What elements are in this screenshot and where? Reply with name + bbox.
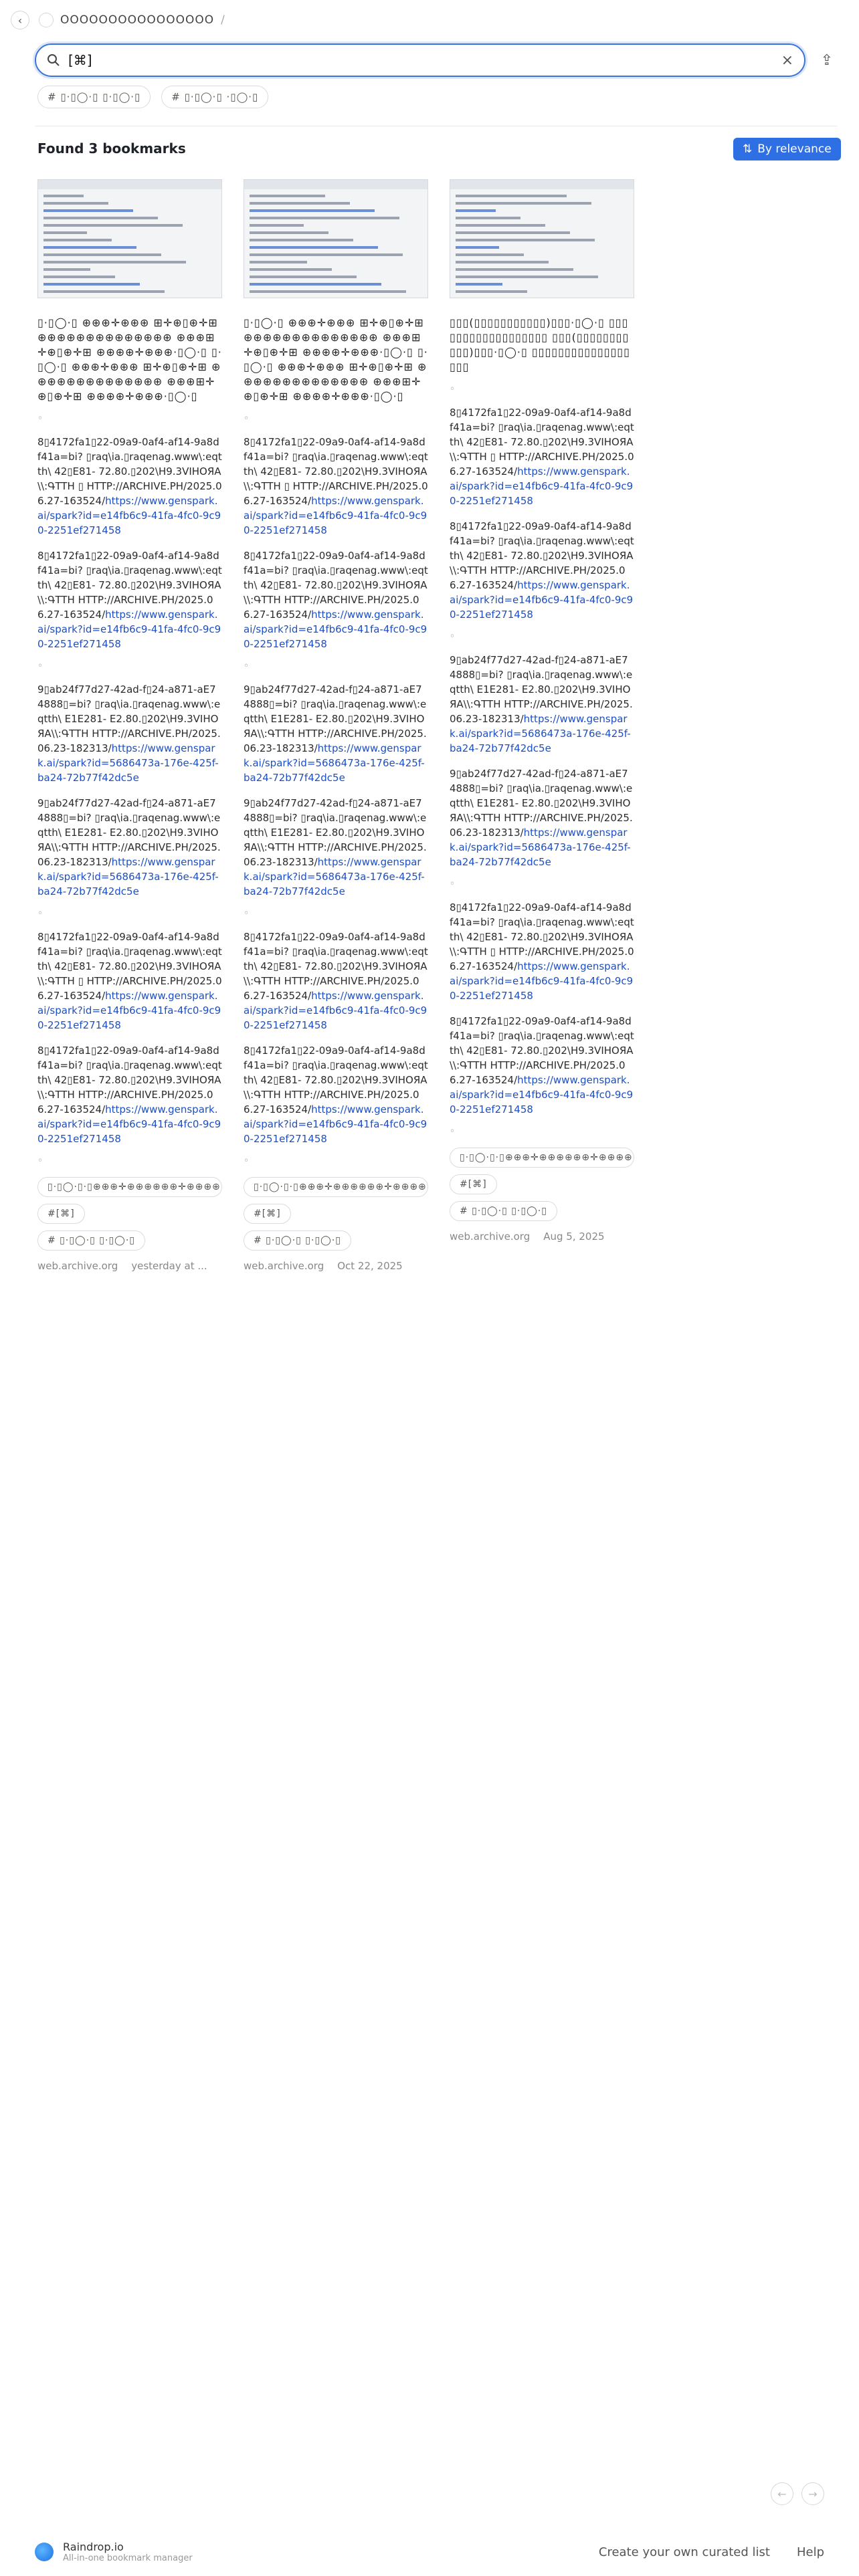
excerpt-link[interactable]: https://www.genspark.ai/spark?id=e14fb6c9-41fa-4fc0-9c90-2251ef271458 bbox=[450, 579, 634, 621]
excerpt-text: 8▯4172fa1▯22-09a9-0af4-af14-9a8df41a=bi? ▯raq\ia.▯raqenag.www\:eqtth\ 42▯E81- 72.80.▯202\H9.3VIHOЯA\\:ԳTTH HTTP://ARCHIVE.PH/2025.06.27-163524/ bbox=[450, 1015, 634, 1086]
excerpt-link[interactable]: https://www.genspark.ai/spark?id=e14fb6c9-41fa-4fc0-9c90-2251ef271458 bbox=[450, 1074, 634, 1115]
breadcrumb bbox=[39, 13, 225, 27]
share-icon[interactable]: ⇪ bbox=[820, 51, 834, 69]
footer-brand[interactable] bbox=[63, 2541, 193, 2563]
excerpt-link[interactable]: https://www.genspark.ai/spark?id=e14fb6c9-41fa-4fc0-9c90-2251ef271458 bbox=[37, 495, 221, 536]
separator-dot: ◦ bbox=[450, 1126, 456, 1137]
excerpt-text: 8▯4172fa1▯22-09a9-0af4-af14-9a8df41a=bi? ▯raq\ia.▯raqenag.www\:eqtth\ 42▯E81- 72.80.▯202\H9.3VIHOЯA\\:ԳTTH ▯ HTTP://ARCHIVE.PH/2025.06.27-163524/ bbox=[450, 407, 634, 477]
excerpt-link[interactable]: https://www.genspark.ai/spark?id=e14fb6c9-41fa-4fc0-9c90-2251ef271458 bbox=[37, 990, 221, 1031]
collection-icon bbox=[39, 13, 54, 27]
bookmark-title[interactable]: ▯▯▯(▯▯▯▯▯▯▯▯▯▯▯)▯▯▯·▯◯·▯ ▯▯▯▯▯▯▯▯▯▯▯▯▯▯▯▯▯▯ ▯▯▯(▯▯▯▯▯▯▯▯▯▯▯)▯▯▯·▯◯·▯ ▯▯▯▯▯▯▯▯▯▯▯▯▯▯▯▯▯▯ bbox=[450, 316, 630, 373]
sort-label: By relevance bbox=[757, 142, 832, 156]
arrow-right-icon[interactable]: → bbox=[801, 2482, 824, 2505]
excerpt-link[interactable]: https://www.genspark.ai/spark?id=5686473a-176e-425f-ba24-72b77f42dc5e bbox=[450, 713, 631, 754]
excerpt-block bbox=[450, 1014, 634, 1117]
excerpt-text: 8▯4172fa1▯22-09a9-0af4-af14-9a8df41a=bi? ▯raq\ia.▯raqenag.www\:eqtth\ 42▯E81- 72.80.▯202\H9.3VIHOЯA\\:ԳTTH ▯ HTTP://ARCHIVE.PH/2025.06.27-163524/ bbox=[37, 436, 222, 507]
bookmark-meta bbox=[37, 1177, 222, 1272]
bookmark-domain: web.archive.org bbox=[450, 1230, 531, 1243]
separator-dot: ◦ bbox=[450, 879, 456, 889]
back-button[interactable] bbox=[11, 11, 29, 29]
create-list-link[interactable]: Create your own curated list bbox=[598, 2545, 770, 2559]
excerpt-link[interactable]: https://www.genspark.ai/spark?id=5686473a-176e-425f-ba24-72b77f42dc5e bbox=[37, 856, 219, 897]
excerpt-block bbox=[37, 548, 222, 651]
excerpt-block bbox=[37, 1043, 222, 1146]
excerpt-link[interactable]: https://www.genspark.ai/spark?id=5686473a-176e-425f-ba24-72b77f42dc5e bbox=[244, 856, 425, 897]
excerpt-link[interactable]: https://www.genspark.ai/spark?id=e14fb6c9-41fa-4fc0-9c90-2251ef271458 bbox=[37, 609, 221, 650]
separator-dot: ◦ bbox=[244, 413, 250, 424]
tag-chip[interactable]: # ▯·▯◯·▯ ▯·▯◯·▯ bbox=[244, 1230, 351, 1251]
sort-button[interactable] bbox=[733, 138, 841, 160]
excerpt-block bbox=[244, 548, 428, 651]
arrow-left-icon[interactable]: ← bbox=[771, 2482, 793, 2505]
bookmark-date: Oct 22, 2025 bbox=[337, 1260, 403, 1272]
excerpt-text: 8▯4172fa1▯22-09a9-0af4-af14-9a8df41a=bi? ▯raq\ia.▯raqenag.www\:eqtth\ 42▯E81- 72.80.▯202\H9.3VIHOЯA\\:ԳTTH ▯ HTTP://ARCHIVE.PH/2025.06.27-163524/ bbox=[37, 931, 222, 1002]
excerpt-block bbox=[450, 900, 634, 1003]
bookmark-meta bbox=[450, 1148, 634, 1243]
top-bar bbox=[0, 0, 859, 40]
excerpt-text: 8▯4172fa1▯22-09a9-0af4-af14-9a8df41a=bi? ▯raq\ia.▯raqenag.www\:eqtth\ 42▯E81- 72.80.▯202\H9.3VIHOЯA\\:ԳTTH HTTP://ARCHIVE.PH/2025.06.27-163524/ bbox=[244, 931, 428, 1002]
help-link[interactable]: Help bbox=[796, 2545, 824, 2559]
excerpt-block bbox=[37, 682, 222, 785]
separator-dot: ◦ bbox=[37, 661, 43, 671]
excerpt-block bbox=[37, 796, 222, 899]
excerpt-block bbox=[450, 405, 634, 508]
excerpt-block bbox=[244, 1043, 428, 1146]
sort-icon: ⇅ bbox=[743, 142, 753, 156]
excerpt-block bbox=[244, 435, 428, 538]
excerpt-text: 9▯ab24f77d27-42ad-f▯24-a871-aE74888▯=bi? ▯raq\ia.▯raqenag.www\:eqtth\ E1E281- E2.80.▯202\H9.3VIHOЯA\\:ԳTTH HTTP://ARCHIVE.PH/2025.06.23-182313/ bbox=[244, 683, 427, 754]
excerpt-link[interactable]: https://www.genspark.ai/spark?id=5686473a-176e-425f-ba24-72b77f42dc5e bbox=[37, 742, 219, 784]
separator-dot: ◦ bbox=[37, 1156, 43, 1166]
excerpt-block bbox=[450, 653, 634, 756]
tag-chip[interactable]: # ▯·▯◯·▯ ▯·▯◯·▯ bbox=[37, 1230, 145, 1251]
results-count: Found 3 bookmarks bbox=[37, 140, 186, 156]
tag-chip[interactable]: #[⌘] bbox=[37, 1204, 85, 1224]
bookmark-domain: web.archive.org bbox=[244, 1260, 324, 1272]
bookmark-card[interactable] bbox=[37, 179, 222, 1272]
bookmark-thumbnail[interactable] bbox=[244, 179, 428, 298]
excerpt-text: 9▯ab24f77d27-42ad-f▯24-a871-aE74888▯=bi? ▯raq\ia.▯raqenag.www\:eqtth\ E1E281- E2.80.▯202\H9.3VIHOЯA\\:ԳTTH HTTP://ARCHIVE.PH/2025.06.23-182313/ bbox=[37, 797, 221, 868]
bookmark-date: Aug 5, 2025 bbox=[543, 1230, 605, 1243]
excerpt-link[interactable]: https://www.genspark.ai/spark?id=e14fb6c9-41fa-4fc0-9c90-2251ef271458 bbox=[244, 495, 427, 536]
search-field[interactable] bbox=[35, 43, 805, 77]
brand-tagline: All-in-one bookmark manager bbox=[63, 2553, 193, 2563]
collection-title[interactable]: OOOOOOOOOOOOOOOO bbox=[60, 13, 215, 27]
bookmark-title[interactable]: ▯·▯◯·▯ ⊕⊕⊕✛⊕⊕⊕ ⊞✛⊕▯⊕✛⊞ ⊕⊕⊕⊕⊕⊕⊕⊕⊕⊕⊕⊕⊕⊕ ⊕⊕⊕⊞✛⊕▯⊕✛⊞ ⊕⊕⊕⊕✛⊕⊕⊕·▯◯·▯ ▯·▯◯·▯ ⊕⊕⊕✛⊕⊕⊕ ⊞✛⊕▯⊕✛⊞ ⊕⊕⊕⊕⊕⊕⊕⊕⊕⊕⊕⊕⊕⊕ ⊕⊕⊕⊞✛⊕▯⊕✛⊞ ⊕⊕⊕⊕✛⊕⊕⊕·▯◯·▯ bbox=[37, 316, 222, 403]
separator-dot: ◦ bbox=[244, 908, 250, 919]
pager bbox=[771, 2482, 824, 2505]
tag-chip[interactable]: #[⌘] bbox=[450, 1174, 497, 1194]
excerpt-text: 8▯4172fa1▯22-09a9-0af4-af14-9a8df41a=bi? ▯raq\ia.▯raqenag.www\:eqtth\ 42▯E81- 72.80.▯202\H9.3VIHOЯA\\:ԳTTH ▯ HTTP://ARCHIVE.PH/2025.06.27-163524/ bbox=[244, 436, 428, 507]
excerpt-text: 9▯ab24f77d27-42ad-f▯24-a871-aE74888▯=bi? ▯raq\ia.▯raqenag.www\:eqtth\ E1E281- E2.80.▯202\H9.3VIHOЯA\\:ԳTTH HTTP://ARCHIVE.PH/2025.06.23-182313/ bbox=[450, 768, 633, 839]
footer bbox=[0, 2532, 859, 2572]
separator-dot: ◦ bbox=[450, 384, 456, 395]
excerpt-text: 8▯4172fa1▯22-09a9-0af4-af14-9a8df41a=bi? ▯raq\ia.▯raqenag.www\:eqtth\ 42▯E81- 72.80.▯202\H9.3VIHOЯA\\:ԳTTH HTTP://ARCHIVE.PH/2025.06.27-163524/ bbox=[37, 550, 222, 621]
search-row bbox=[35, 43, 838, 78]
search-input[interactable]: [⌘] bbox=[68, 52, 92, 68]
tag-chip[interactable]: #[⌘] bbox=[244, 1204, 291, 1224]
excerpt-text: 8▯4172fa1▯22-09a9-0af4-af14-9a8df41a=bi? ▯raq\ia.▯raqenag.www\:eqtth\ 42▯E81- 72.80.▯202\H9.3VIHOЯA\\:ԳTTH HTTP://ARCHIVE.PH/2025.06.27-163524/ bbox=[450, 520, 634, 591]
excerpt-link[interactable]: https://www.genspark.ai/spark?id=e14fb6c9-41fa-4fc0-9c90-2251ef271458 bbox=[450, 960, 634, 1002]
excerpt-text: 9▯ab24f77d27-42ad-f▯24-a871-aE74888▯=bi? ▯raq\ia.▯raqenag.www\:eqtth\ E1E281- E2.80.▯202\H9.3VIHOЯA\\:ԳTTH HTTP://ARCHIVE.PH/2025.06.23-182313/ bbox=[37, 683, 221, 754]
excerpt-block bbox=[450, 766, 634, 869]
excerpt-text: 8▯4172fa1▯22-09a9-0af4-af14-9a8df41a=bi? ▯raq\ia.▯raqenag.www\:eqtth\ 42▯E81- 72.80.▯202\H9.3VIHOЯA\\:ԳTTH HTTP://ARCHIVE.PH/2025.06.27-163524/ bbox=[37, 1045, 222, 1115]
excerpt-link[interactable]: https://www.genspark.ai/spark?id=e14fb6c9-41fa-4fc0-9c90-2251ef271458 bbox=[244, 990, 427, 1031]
bookmark-date: yesterday at ... bbox=[131, 1260, 207, 1272]
separator-dot: ◦ bbox=[450, 631, 456, 642]
bookmark-card[interactable] bbox=[450, 179, 634, 1243]
brand-name: Raindrop.io bbox=[63, 2541, 124, 2553]
bookmark-thumbnail[interactable] bbox=[37, 179, 222, 298]
collection-chip[interactable]: ▯·▯◯·▯·▯⊕⊕⊕✛⊕⊕⊕⊕⊕⊕✛⊕⊕⊕⊕ bbox=[37, 1177, 222, 1197]
excerpt-link[interactable]: https://www.genspark.ai/spark?id=5686473a-176e-425f-ba24-72b77f42dc5e bbox=[450, 827, 631, 868]
collection-chip[interactable]: ▯·▯◯·▯·▯⊕⊕⊕✛⊕⊕⊕⊕⊕⊕✛⊕⊕⊕⊕ bbox=[450, 1148, 634, 1168]
separator-dot: ◦ bbox=[244, 1156, 250, 1166]
separator-dot: ◦ bbox=[244, 661, 250, 671]
separator-dot: ◦ bbox=[37, 908, 43, 919]
bookmark-thumbnail[interactable] bbox=[450, 179, 634, 298]
collection-chip[interactable]: ▯·▯◯·▯·▯⊕⊕⊕✛⊕⊕⊕⊕⊕⊕✛⊕⊕⊕⊕ bbox=[244, 1177, 428, 1197]
separator-dot: ◦ bbox=[37, 413, 43, 424]
excerpt-link[interactable]: https://www.genspark.ai/spark?id=e14fb6c9-41fa-4fc0-9c90-2251ef271458 bbox=[244, 609, 427, 650]
excerpt-text: 9▯ab24f77d27-42ad-f▯24-a871-aE74888▯=bi? ▯raq\ia.▯raqenag.www\:eqtth\ E1E281- E2.80.▯202\H9.3VIHOЯA\\:ԳTTH HTTP://ARCHIVE.PH/2025.06.23-182313/ bbox=[244, 797, 427, 868]
excerpt-link[interactable]: https://www.genspark.ai/spark?id=5686473a-176e-425f-ba24-72b77f42dc5e bbox=[244, 742, 425, 784]
tag-filter-chip[interactable]: # ▯·▯◯·▯ ·▯◯·▯ bbox=[161, 86, 268, 108]
bookmark-meta bbox=[244, 1177, 428, 1272]
tag-chip[interactable]: # ▯·▯◯·▯ ▯·▯◯·▯ bbox=[450, 1201, 557, 1221]
breadcrumb-separator: / bbox=[221, 13, 225, 27]
excerpt-block bbox=[244, 796, 428, 899]
raindrop-logo-icon bbox=[35, 2543, 54, 2561]
excerpt-text: 8▯4172fa1▯22-09a9-0af4-af14-9a8df41a=bi? ▯raq\ia.▯raqenag.www\:eqtth\ 42▯E81- 72.80.▯202\H9.3VIHOЯA\\:ԳTTH HTTP://ARCHIVE.PH/2025.06.27-163524/ bbox=[244, 1045, 428, 1115]
excerpt-block bbox=[450, 519, 634, 622]
close-icon[interactable]: × bbox=[781, 51, 793, 69]
bookmark-card[interactable] bbox=[244, 179, 428, 1272]
excerpt-text: 8▯4172fa1▯22-09a9-0af4-af14-9a8df41a=bi? ▯raq\ia.▯raqenag.www\:eqtth\ 42▯E81- 72.80.▯202\H9.3VIHOЯA\\:ԳTTH ▯ HTTP://ARCHIVE.PH/2025.06.27-163524/ bbox=[450, 901, 634, 972]
tag-filter-chip[interactable]: # ▯·▯◯·▯ ▯·▯◯·▯ bbox=[37, 86, 151, 108]
bookmark-title[interactable]: ▯·▯◯·▯ ⊕⊕⊕✛⊕⊕⊕ ⊞✛⊕▯⊕✛⊞ ⊕⊕⊕⊕⊕⊕⊕⊕⊕⊕⊕⊕⊕⊕ ⊕⊕⊕⊞✛⊕▯⊕✛⊞ ⊕⊕⊕⊕✛⊕⊕⊕·▯◯·▯ ▯·▯◯·▯ ⊕⊕⊕✛⊕⊕⊕ ⊞✛⊕▯⊕✛⊞ ⊕⊕⊕⊕⊕⊕⊕⊕⊕⊕⊕⊕⊕⊕ ⊕⊕⊕⊞✛⊕▯⊕✛⊞ ⊕⊕⊕⊕✛⊕⊕⊕·▯◯·▯ bbox=[244, 316, 428, 403]
search-icon bbox=[47, 53, 60, 67]
tag-filters bbox=[37, 86, 268, 108]
excerpt-block bbox=[244, 930, 428, 1033]
excerpt-link[interactable]: https://www.genspark.ai/spark?id=e14fb6c9-41fa-4fc0-9c90-2251ef271458 bbox=[37, 1103, 221, 1145]
excerpt-block bbox=[244, 682, 428, 785]
excerpt-block bbox=[37, 930, 222, 1033]
excerpt-link[interactable]: https://www.genspark.ai/spark?id=e14fb6c9-41fa-4fc0-9c90-2251ef271458 bbox=[450, 465, 634, 507]
excerpt-text: 8▯4172fa1▯22-09a9-0af4-af14-9a8df41a=bi? ▯raq\ia.▯raqenag.www\:eqtth\ 42▯E81- 72.80.▯202\H9.3VIHOЯA\\:ԳTTH HTTP://ARCHIVE.PH/2025.06.27-163524/ bbox=[244, 550, 428, 621]
footer-links bbox=[599, 2545, 824, 2559]
chevron-left-icon: ‹ bbox=[17, 13, 23, 27]
excerpt-link[interactable]: https://www.genspark.ai/spark?id=e14fb6c9-41fa-4fc0-9c90-2251ef271458 bbox=[244, 1103, 427, 1145]
excerpt-text: 9▯ab24f77d27-42ad-f▯24-a871-aE74888▯=bi? ▯raq\ia.▯raqenag.www\:eqtth\ E1E281- E2.80.▯202\H9.3VIHOЯA\\:ԳTTH HTTP://ARCHIVE.PH/2025.06.23-182313/ bbox=[450, 654, 633, 725]
bookmark-domain: web.archive.org bbox=[37, 1260, 118, 1272]
excerpt-block bbox=[37, 435, 222, 538]
